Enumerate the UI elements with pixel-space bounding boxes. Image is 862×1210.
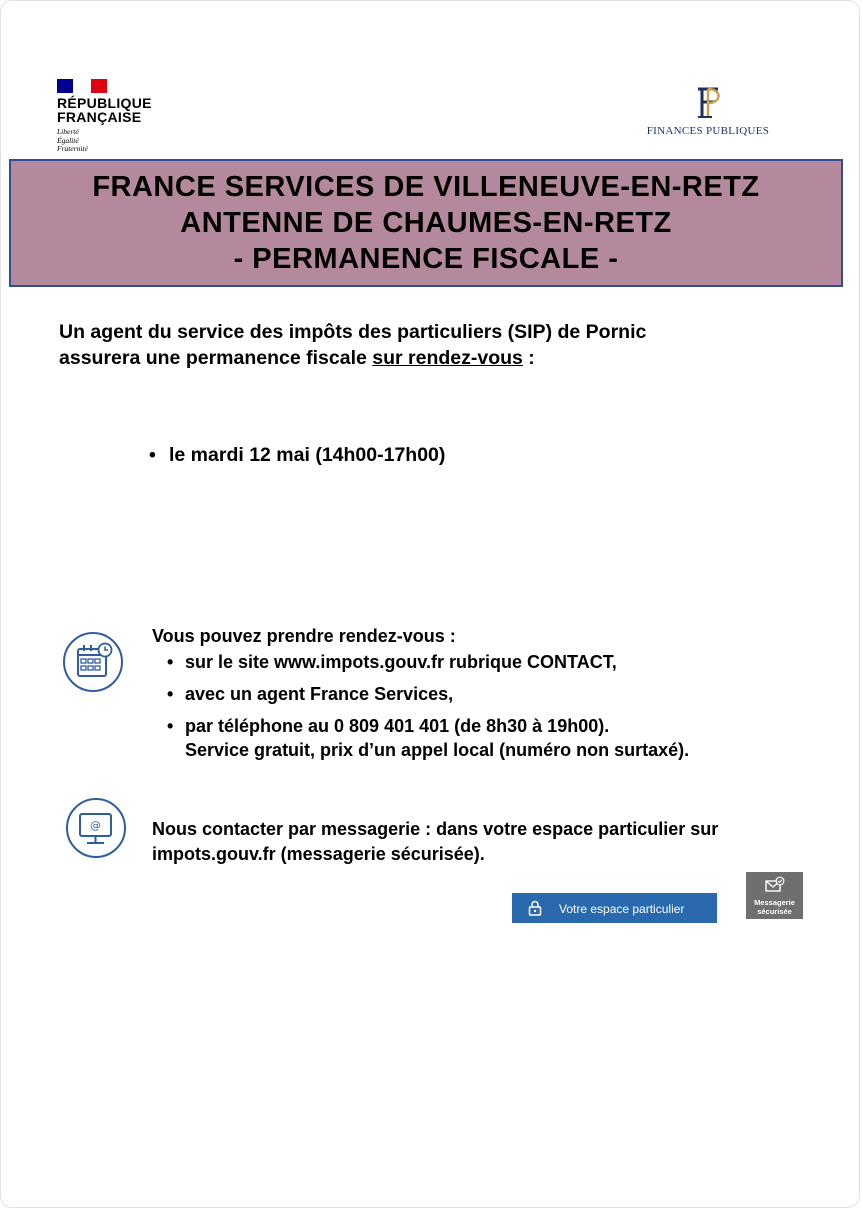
title-banner: [9, 159, 843, 287]
espace-particulier-button[interactable]: [512, 893, 717, 923]
calendar-clock-icon: [63, 632, 123, 692]
messaging-line1: Nous contacter par messagerie : dans votre espace particulier sur: [152, 819, 719, 839]
messagerie-securisee-button[interactable]: [746, 872, 803, 919]
phone-pricing-note: Service gratuit, prix d’un appel local (numéro non surtaxé).: [185, 740, 690, 760]
date-list: [149, 442, 445, 468]
rf-motto: [57, 128, 187, 154]
intro-line2: [59, 345, 819, 371]
svg-text:@: @: [90, 819, 101, 832]
banner-title-line1: FRANCE SERVICES DE VILLENEUVE-EN-RETZ: [92, 171, 760, 203]
bullet: •: [149, 444, 156, 466]
intro-line2-suffix: :: [522, 347, 535, 369]
date-item-label: le mardi 12 mai (14h00-17h00): [169, 444, 446, 466]
republique-francaise-logo: [57, 79, 187, 154]
banner-title-line3: - PERMANENCE FISCALE -: [233, 243, 619, 275]
rf-name-line1: RÉPUBLIQUE: [57, 95, 152, 111]
appointment-list: [152, 650, 842, 762]
date-item: [149, 442, 445, 468]
rf-motto-fraternite: Fraternité: [57, 144, 88, 153]
appointment-heading: Vous pouvez prendre rendez-vous :: [152, 626, 456, 646]
finances-publiques-text: FINANCES PUBLIQUES: [646, 125, 770, 137]
list-item-text: sur le site www.impots.gouv.fr rubrique CONTACT,: [185, 652, 617, 672]
appointment-section: [152, 624, 842, 770]
rf-motto-egalite: Égalité: [57, 135, 79, 145]
messaging-line2: impots.gouv.fr (messagerie sécurisée).: [152, 844, 485, 864]
messaging-section: [152, 817, 842, 867]
messagerie-label-line1: Messagerie: [754, 898, 795, 907]
intro-line2-prefix: assurera une permanence fiscale: [59, 347, 373, 369]
espace-particulier-label: Votre espace particulier: [559, 902, 685, 916]
lock-icon: [527, 900, 543, 916]
rf-name-line2: FRANÇAISE: [57, 109, 142, 125]
appointment-item-phone: [152, 714, 842, 762]
rf-motto-liberte: Liberté: [57, 127, 79, 136]
finances-publiques-emblem-icon: [688, 85, 728, 121]
computer-email-icon: [66, 798, 126, 858]
intro-underlined-text: sur rendez-vous: [372, 347, 523, 369]
intro-line1: Un agent du service des impôts des particuliers (SIP) de Pornic: [59, 321, 647, 343]
finances-publiques-logo: [633, 85, 783, 137]
banner-title-line2: ANTENNE DE CHAUMES-EN-RETZ: [180, 207, 672, 239]
secure-mail-icon: [765, 876, 785, 894]
messagerie-label-line2: sécurisée: [757, 907, 792, 916]
list-item-text: avec un agent France Services,: [185, 684, 454, 704]
intro-paragraph: [59, 319, 819, 371]
list-item-text: par téléphone au 0 809 401 401 (de 8h30 à 19h00).: [185, 716, 610, 736]
french-flag-icon: [57, 79, 107, 93]
appointment-item-website: [152, 650, 842, 674]
appointment-item-agent: [152, 682, 842, 706]
